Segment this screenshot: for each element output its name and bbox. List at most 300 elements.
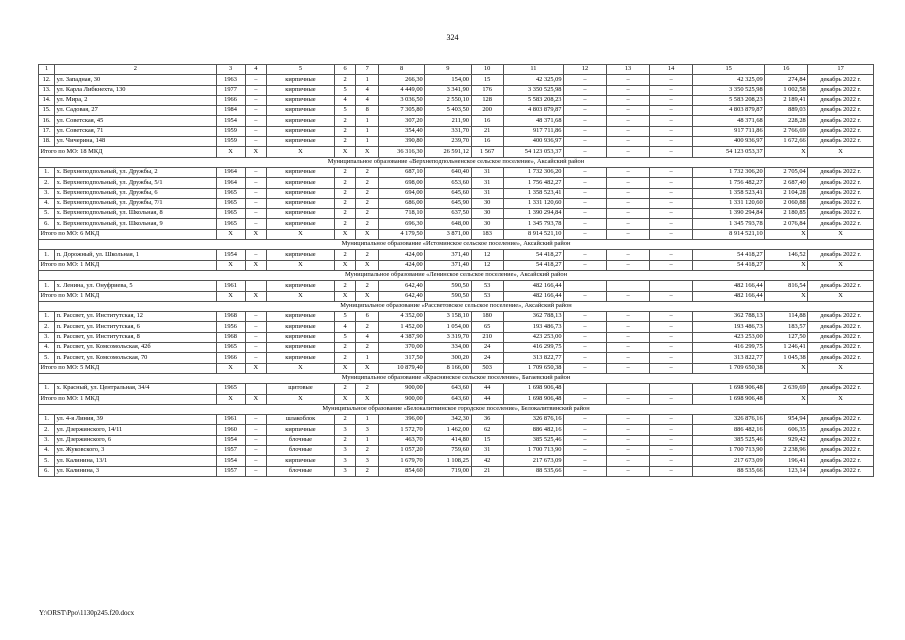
total-total-area-cell: 4 179,50 — [378, 229, 424, 239]
floors-cell: 2 — [334, 167, 356, 177]
floors-cell: 3 — [334, 425, 356, 435]
total-cost-col-12-cell: – — [564, 260, 607, 270]
total-total-area-cell: 36 316,30 — [378, 147, 424, 157]
specific-cost-cell: 889,03 — [765, 106, 808, 116]
deadline-cell: декабрь 2022 г. — [808, 116, 874, 126]
total-residential-area-cell: 643,60 — [425, 394, 471, 404]
cost-col-14-cell: – — [650, 188, 693, 198]
total-row — [39, 147, 874, 157]
total-area-cell: 854,60 — [378, 466, 424, 476]
total-row — [39, 260, 874, 270]
total-year-built-cell: Х — [216, 291, 245, 301]
entrances-cell: 4 — [356, 95, 379, 105]
owner-funds-cell: 886 482,16 — [693, 425, 765, 435]
total-entrances-cell: Х — [356, 363, 379, 373]
cost-col-12-cell: – — [564, 188, 607, 198]
cost-col-12-cell: – — [564, 250, 607, 260]
wall-material-cell: кирпичные — [267, 75, 335, 85]
total-area-cell: 463,70 — [378, 435, 424, 445]
year-renovated-cell: – — [245, 95, 267, 105]
total-deadline-cell: Х — [808, 363, 874, 373]
row-number-cell: 1. — [39, 312, 55, 322]
residents-cell: 15 — [471, 435, 503, 445]
residential-area-cell: 239,70 — [425, 137, 471, 147]
wall-material-cell: кирпичные — [267, 198, 335, 208]
year-built-cell: 1965 — [216, 384, 245, 394]
row-number-cell: 1. — [39, 415, 55, 425]
table-row — [39, 281, 874, 291]
total-cost-cell: 4 803 879,87 — [503, 106, 563, 116]
cost-col-14-cell: – — [650, 332, 693, 342]
floors-cell: 2 — [334, 435, 356, 445]
residential-area-cell: 645,60 — [425, 188, 471, 198]
municipality-section-title: Муниципальное образование «Краснянское сельское поселение», Багаевский район — [39, 373, 874, 383]
municipality-section-title: Муниципальное образование «Рассветовское сельское поселение», Аксайский район — [39, 301, 874, 311]
year-built-cell: 1954 — [216, 250, 245, 260]
specific-cost-cell: 2 238,96 — [765, 445, 808, 455]
address-cell: х. Верхнеподпольный, ул. Дружбы, 5/1 — [55, 178, 216, 188]
cost-col-13-cell: – — [607, 137, 650, 147]
residential-area-cell: 5 403,50 — [425, 106, 471, 116]
wall-material-cell: кирпичные — [267, 312, 335, 322]
cost-col-13-cell: – — [607, 85, 650, 95]
cost-col-12-cell: – — [564, 415, 607, 425]
deadline-cell: декабрь 2022 г. — [808, 281, 874, 291]
total-year-renovated-cell: Х — [245, 147, 267, 157]
floors-cell: 2 — [334, 353, 356, 363]
year-built-cell: 1957 — [216, 445, 245, 455]
municipality-section-title: Муниципальное образование «Белокалитвинское городское поселение», Белокалитвинский район — [39, 404, 874, 414]
owner-funds-cell: 416 299,75 — [693, 343, 765, 353]
owner-funds-cell: 326 876,16 — [693, 415, 765, 425]
row-number-cell: 2. — [39, 178, 55, 188]
total-cost-cell: 385 525,46 — [503, 435, 563, 445]
row-number-cell: 2. — [39, 322, 55, 332]
specific-cost-cell: 1 672,66 — [765, 137, 808, 147]
total-specific-cost-cell: Х — [765, 291, 808, 301]
owner-funds-cell: 4 803 879,87 — [693, 106, 765, 116]
total-owner-funds-cell: 1 709 650,38 — [693, 363, 765, 373]
address-cell: п. Рассвет, ул. Комсомольская, 42б — [55, 343, 216, 353]
wall-material-cell: блочные — [267, 435, 335, 445]
year-renovated-cell: – — [245, 250, 267, 260]
table-row — [39, 456, 874, 466]
total-area-cell: 396,00 — [378, 415, 424, 425]
residents-cell: 16 — [471, 137, 503, 147]
entrances-cell: 4 — [356, 85, 379, 95]
row-number-cell: 18. — [39, 137, 55, 147]
total-cost-col-12-cell: – — [564, 291, 607, 301]
wall-material-cell: кирпичные — [267, 456, 335, 466]
residential-area-cell: 3 158,10 — [425, 312, 471, 322]
residential-area-cell: 1 054,00 — [425, 322, 471, 332]
total-wall-material-cell: Х — [267, 260, 335, 270]
cost-col-13-cell: – — [607, 178, 650, 188]
cost-col-14-cell: – — [650, 415, 693, 425]
deadline-cell: декабрь 2022 г. — [808, 332, 874, 342]
owner-funds-cell: 1 700 713,90 — [693, 445, 765, 455]
table-row — [39, 312, 874, 322]
total-area-cell: 390,80 — [378, 137, 424, 147]
total-deadline-cell: Х — [808, 394, 874, 404]
table-row — [39, 95, 874, 105]
wall-material-cell: кирпичные — [267, 281, 335, 291]
total-label-cell: Итого по МО: 1 МКД — [39, 291, 217, 301]
column-number-cell: 9 — [425, 65, 471, 75]
cost-col-14-cell: – — [650, 322, 693, 332]
specific-cost-cell: 816,54 — [765, 281, 808, 291]
address-cell: х. Верхнеподпольный, ул. Дружбы, 2 — [55, 167, 216, 177]
residents-cell: 44 — [471, 384, 503, 394]
deadline-cell: декабрь 2022 г. — [808, 198, 874, 208]
column-number-cell: 13 — [607, 65, 650, 75]
row-number-cell: 3. — [39, 435, 55, 445]
total-area-cell: 354,40 — [378, 126, 424, 136]
year-built-cell: 1965 — [216, 198, 245, 208]
wall-material-cell: кирпичные — [267, 85, 335, 95]
residents-cell: 62 — [471, 425, 503, 435]
floors-cell: 2 — [334, 384, 356, 394]
year-renovated-cell: – — [245, 445, 267, 455]
residents-cell: 36 — [471, 415, 503, 425]
floors-cell: 3 — [334, 456, 356, 466]
year-built-cell: 1965 — [216, 343, 245, 353]
total-specific-cost-cell: Х — [765, 394, 808, 404]
specific-cost-cell: 196,41 — [765, 456, 808, 466]
owner-funds-cell: 54 418,27 — [693, 250, 765, 260]
total-cost-cell: 313 822,77 — [503, 353, 563, 363]
total-area-cell: 370,00 — [378, 343, 424, 353]
owner-funds-cell: 1 331 120,60 — [693, 198, 765, 208]
column-number-cell: 3 — [216, 65, 245, 75]
total-year-built-cell: Х — [216, 229, 245, 239]
cost-col-12-cell: – — [564, 456, 607, 466]
entrances-cell: 1 — [356, 137, 379, 147]
entrances-cell: 3 — [356, 456, 379, 466]
total-cost-col-13-cell: – — [607, 260, 650, 270]
total-area-cell: 317,50 — [378, 353, 424, 363]
deadline-cell: декабрь 2022 г. — [808, 137, 874, 147]
floors-cell: 2 — [334, 219, 356, 229]
table-row — [39, 116, 874, 126]
total-area-cell: 686,00 — [378, 198, 424, 208]
total-floors-cell: Х — [334, 394, 356, 404]
total-specific-cost-cell: Х — [765, 363, 808, 373]
specific-cost-cell: 2 104,28 — [765, 188, 808, 198]
cost-col-12-cell: – — [564, 353, 607, 363]
row-number-cell: 2. — [39, 425, 55, 435]
residents-cell: 53 — [471, 281, 503, 291]
total-year-renovated-cell: Х — [245, 229, 267, 239]
cost-col-14-cell: – — [650, 85, 693, 95]
cost-col-13-cell: – — [607, 75, 650, 85]
total-residential-area-cell: 590,50 — [425, 291, 471, 301]
total-owner-funds-cell: 8 914 521,10 — [693, 229, 765, 239]
row-number-cell: 16. — [39, 116, 55, 126]
residential-area-cell: 3 319,70 — [425, 332, 471, 342]
total-row — [39, 229, 874, 239]
total-cost-cell: 1 698 906,48 — [503, 384, 563, 394]
row-number-cell: 5. — [39, 209, 55, 219]
residential-area-cell: 1 462,00 — [425, 425, 471, 435]
entrances-cell: 2 — [356, 384, 379, 394]
deadline-cell: декабрь 2022 г. — [808, 209, 874, 219]
row-number-cell: 5. — [39, 353, 55, 363]
year-renovated-cell: – — [245, 435, 267, 445]
wall-material-cell: кирпичные — [267, 343, 335, 353]
address-cell: п. Рассвет, ул. Институтская, 6 — [55, 322, 216, 332]
year-built-cell: 1959 — [216, 126, 245, 136]
total-cost-cell: 3 350 525,98 — [503, 85, 563, 95]
cost-col-14-cell: – — [650, 312, 693, 322]
specific-cost-cell: 606,35 — [765, 425, 808, 435]
row-number-cell: 4. — [39, 343, 55, 353]
total-residential-area-cell: 371,40 — [425, 260, 471, 270]
wall-material-cell: кирпичные — [267, 219, 335, 229]
total-cost-cell: 362 788,13 — [503, 312, 563, 322]
cost-col-13-cell: – — [607, 209, 650, 219]
municipality-section-row — [39, 301, 874, 311]
total-area-cell: 4 352,00 — [378, 312, 424, 322]
total-year-renovated-cell: Х — [245, 363, 267, 373]
cost-col-12-cell: – — [564, 75, 607, 85]
residential-area-cell: 2 550,10 — [425, 95, 471, 105]
total-cost-cell: 42 325,09 — [503, 75, 563, 85]
year-renovated-cell: – — [245, 75, 267, 85]
residential-area-cell: 331,70 — [425, 126, 471, 136]
cost-col-12-cell: – — [564, 126, 607, 136]
address-cell: ул. Западная, 30 — [55, 75, 216, 85]
floors-cell: 2 — [334, 126, 356, 136]
cost-col-14-cell — [650, 384, 693, 394]
total-year-built-cell: Х — [216, 147, 245, 157]
row-number-cell: 6. — [39, 466, 55, 476]
year-renovated-cell: – — [245, 312, 267, 322]
total-area-cell: 3 036,50 — [378, 95, 424, 105]
address-cell: х. Верхнеподпольный, ул. Школьная, 9 — [55, 219, 216, 229]
owner-funds-cell: 400 936,97 — [693, 137, 765, 147]
cost-col-12-cell: – — [564, 106, 607, 116]
table-row — [39, 353, 874, 363]
deadline-cell: декабрь 2022 г. — [808, 106, 874, 116]
entrances-cell: 2 — [356, 209, 379, 219]
total-area-cell: 900,00 — [378, 384, 424, 394]
total-cost-col-12-cell: – — [564, 229, 607, 239]
table-row — [39, 75, 874, 85]
total-entrances-cell: Х — [356, 260, 379, 270]
entrances-cell: 2 — [356, 178, 379, 188]
year-built-cell: 1954 — [216, 116, 245, 126]
owner-funds-cell: 362 788,13 — [693, 312, 765, 322]
footer-file-path: Y:\ORST\Ppo\1130p245.f20.docx — [39, 609, 135, 617]
address-cell: ул. Дзержинского, 6 — [55, 435, 216, 445]
year-built-cell: 1984 — [216, 106, 245, 116]
deadline-cell: декабрь 2022 г. — [808, 250, 874, 260]
cost-col-12-cell: – — [564, 167, 607, 177]
deadline-cell: декабрь 2022 г. — [808, 415, 874, 425]
floors-cell: 2 — [334, 415, 356, 425]
residential-area-cell: 154,00 — [425, 75, 471, 85]
cost-col-12-cell: – — [564, 219, 607, 229]
year-renovated-cell: – — [245, 322, 267, 332]
specific-cost-cell: 228,28 — [765, 116, 808, 126]
total-area-cell: 718,10 — [378, 209, 424, 219]
address-cell: ул. Калинина, 3 — [55, 466, 216, 476]
cost-col-14-cell: – — [650, 250, 693, 260]
specific-cost-cell: 2 766,69 — [765, 126, 808, 136]
year-renovated-cell: – — [245, 198, 267, 208]
cost-col-14-cell: – — [650, 353, 693, 363]
wall-material-cell: кирпичные — [267, 95, 335, 105]
floors-cell: 5 — [334, 85, 356, 95]
total-total-cost-cell: 8 914 521,10 — [503, 229, 563, 239]
total-cost-col-13-cell: – — [607, 394, 650, 404]
residents-cell: 180 — [471, 312, 503, 322]
cost-col-13-cell: – — [607, 126, 650, 136]
owner-funds-cell: 88 535,66 — [693, 466, 765, 476]
cost-col-13-cell: – — [607, 343, 650, 353]
total-entrances-cell: Х — [356, 394, 379, 404]
residents-cell: 176 — [471, 85, 503, 95]
residential-area-cell: 643,60 — [425, 384, 471, 394]
table-row — [39, 219, 874, 229]
total-label-cell: Итого по МО: 18 МКД — [39, 147, 217, 157]
specific-cost-cell: 1 002,58 — [765, 85, 808, 95]
total-label-cell: Итого по МО: 5 МКД — [39, 363, 217, 373]
wall-material-cell: блочные — [267, 445, 335, 455]
year-built-cell: 1960 — [216, 425, 245, 435]
year-built-cell: 1968 — [216, 312, 245, 322]
year-renovated-cell — [245, 384, 267, 394]
total-year-renovated-cell: Х — [245, 394, 267, 404]
cost-col-14-cell: – — [650, 343, 693, 353]
year-built-cell: 1956 — [216, 322, 245, 332]
year-renovated-cell: – — [245, 219, 267, 229]
column-number-cell: 7 — [356, 65, 379, 75]
total-specific-cost-cell: Х — [765, 147, 808, 157]
owner-funds-cell: 423 253,00 — [693, 332, 765, 342]
total-cost-col-14-cell: – — [650, 363, 693, 373]
residential-area-cell: 637,50 — [425, 209, 471, 219]
total-cost-cell: 217 673,09 — [503, 456, 563, 466]
table-row — [39, 425, 874, 435]
column-number-cell: 10 — [471, 65, 503, 75]
deadline-cell: декабрь 2022 г. — [808, 188, 874, 198]
municipality-section-row — [39, 240, 874, 250]
address-cell: ул. Советская, 71 — [55, 126, 216, 136]
year-built-cell: 1964 — [216, 167, 245, 177]
entrances-cell: 2 — [356, 219, 379, 229]
municipality-section-title: Муниципальное образование «Ленинское сельское поселение», Аксайский район — [39, 270, 874, 280]
wall-material-cell: кирпичные — [267, 106, 335, 116]
year-renovated-cell: – — [245, 353, 267, 363]
total-label-cell: Итого по МО: 1 МКД — [39, 394, 217, 404]
year-renovated-cell: – — [245, 466, 267, 476]
year-renovated-cell: – — [245, 126, 267, 136]
entrances-cell: 2 — [356, 250, 379, 260]
residential-area-cell: 719,00 — [425, 466, 471, 476]
entrances-cell: 2 — [356, 445, 379, 455]
year-renovated-cell: – — [245, 415, 267, 425]
specific-cost-cell: 2 180,85 — [765, 209, 808, 219]
floors-cell: 4 — [334, 95, 356, 105]
total-total-area-cell: 10 879,40 — [378, 363, 424, 373]
total-cost-col-12-cell: – — [564, 363, 607, 373]
year-built-cell: 1963 — [216, 75, 245, 85]
total-area-cell: 1 452,00 — [378, 322, 424, 332]
cost-col-14-cell: – — [650, 137, 693, 147]
specific-cost-cell: 2 189,41 — [765, 95, 808, 105]
total-floors-cell: Х — [334, 147, 356, 157]
total-floors-cell: Х — [334, 291, 356, 301]
total-total-area-cell: 642,40 — [378, 291, 424, 301]
year-built-cell: 1961 — [216, 415, 245, 425]
total-cost-cell: 1 390 294,84 — [503, 209, 563, 219]
year-renovated-cell: – — [245, 209, 267, 219]
residential-area-cell: 300,20 — [425, 353, 471, 363]
row-number-cell: 17. — [39, 126, 55, 136]
residential-area-cell: 653,60 — [425, 178, 471, 188]
floors-cell: 3 — [334, 445, 356, 455]
total-cost-cell: 400 936,97 — [503, 137, 563, 147]
cost-col-13-cell: – — [607, 322, 650, 332]
total-area-cell: 1 572,70 — [378, 425, 424, 435]
cost-col-12-cell: – — [564, 198, 607, 208]
cost-col-13-cell: – — [607, 435, 650, 445]
residents-cell: 21 — [471, 126, 503, 136]
deadline-cell: декабрь 2022 г. — [808, 435, 874, 445]
residents-cell: 128 — [471, 95, 503, 105]
year-built-cell: 1964 — [216, 178, 245, 188]
cost-col-14-cell: – — [650, 116, 693, 126]
entrances-cell: 1 — [356, 415, 379, 425]
address-cell: ул. Карла Либкнехта, 130 — [55, 85, 216, 95]
table-row — [39, 198, 874, 208]
total-entrances-cell: Х — [356, 229, 379, 239]
total-cost-col-14-cell: – — [650, 260, 693, 270]
column-number-cell: 2 — [55, 65, 216, 75]
total-year-built-cell: Х — [216, 394, 245, 404]
total-wall-material-cell: Х — [267, 363, 335, 373]
table-row — [39, 250, 874, 260]
deadline-cell: декабрь 2022 г. — [808, 85, 874, 95]
table-row — [39, 322, 874, 332]
total-cost-cell: 482 166,44 — [503, 281, 563, 291]
total-floors-cell: Х — [334, 260, 356, 270]
total-residents-cell: 183 — [471, 229, 503, 239]
page-number: 324 — [446, 33, 459, 42]
cost-col-13-cell: – — [607, 425, 650, 435]
residential-area-cell: 645,90 — [425, 198, 471, 208]
entrances-cell: 8 — [356, 106, 379, 116]
cost-col-12-cell: – — [564, 178, 607, 188]
owner-funds-cell: 217 673,09 — [693, 456, 765, 466]
cost-col-13-cell: – — [607, 116, 650, 126]
year-built-cell: 1977 — [216, 85, 245, 95]
floors-cell: 2 — [334, 116, 356, 126]
total-residential-area-cell: 8 166,00 — [425, 363, 471, 373]
residential-area-cell: 211,90 — [425, 116, 471, 126]
total-specific-cost-cell: Х — [765, 229, 808, 239]
year-built-cell: 1957 — [216, 466, 245, 476]
owner-funds-cell: 1 390 294,84 — [693, 209, 765, 219]
total-owner-funds-cell: 1 698 906,48 — [693, 394, 765, 404]
total-cost-cell: 1 732 306,20 — [503, 167, 563, 177]
floors-cell: 2 — [334, 281, 356, 291]
year-built-cell: 1961 — [216, 281, 245, 291]
table-row — [39, 126, 874, 136]
wall-material-cell: кирпичные — [267, 209, 335, 219]
